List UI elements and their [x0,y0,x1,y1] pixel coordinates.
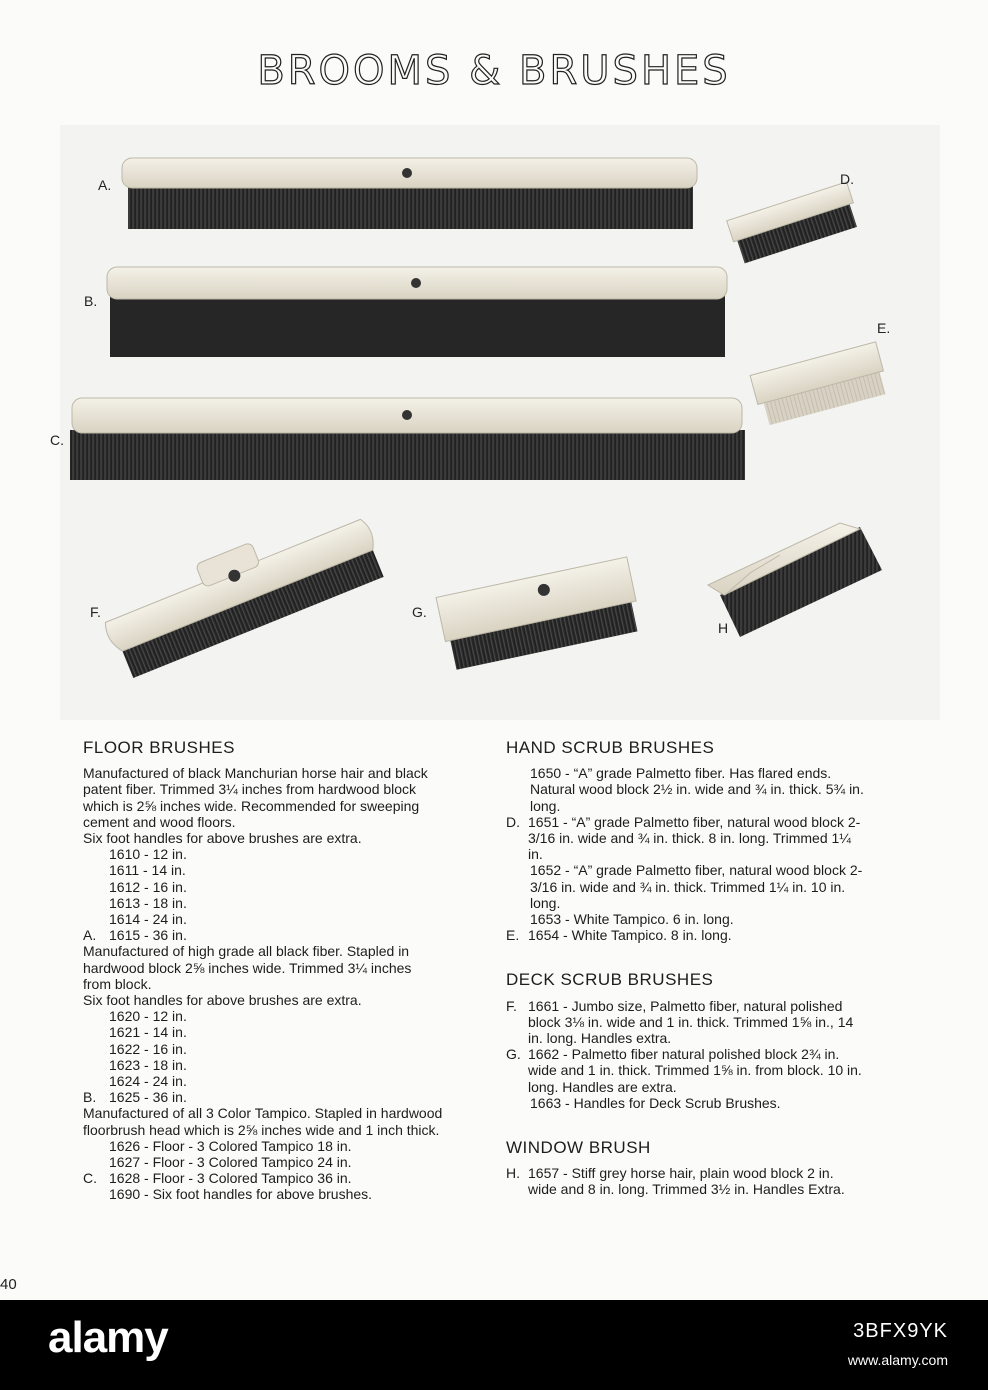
floor-desc-1: Manufactured of black Manchurian horse hair and black patent fiber. Trimmed 3¼ inches from hardwood block which is 2⅝ inches wide. Recommended for sweeping cement and wood floors. [83,765,428,830]
brush-a [122,158,697,229]
mark-d: D. [506,813,520,830]
item-1621: 1621 - 14 in. [109,1024,187,1041]
item-1652: 1652 - “A” grade Palmetto fiber, natural wood block 2-3/16 in. wide and ¾ in. thick. Trimmed 1¼ in. 10 in. long. [530,862,863,911]
brush-e [750,342,889,427]
floor-brushes-section [83,740,443,1203]
item-1662: 1662 - Palmetto fiber natural polished block 2¾ in. wide and 1 in. thick. Trimmed 1⅝ in. from block. 10 in. long. Handles are extra. [528,1046,862,1095]
floor-handles-1: Six foot handles for above brushes are extra. [83,830,362,847]
item-1654: 1654 - White Tampico. 8 in. long. [528,927,732,944]
footer-image-id: 3BFX9YK [853,1320,948,1342]
brush-h [708,523,882,637]
brush-f [96,499,389,681]
item-1657: 1657 - Stiff grey horse hair, plain wood block 2 in. wide and 8 in. long. Trimmed 3½ in. Handles Extra. [528,1165,845,1198]
photo-label-g: G. [412,604,427,620]
mark-e: E. [506,927,520,944]
item-1661: 1661 - Jumbo size, Palmetto fiber, natural polished block 3⅛ in. wide and 1 in. thick. Trimmed 1⅝ in., 14 in. long. Handles extra. [528,997,854,1047]
item-1651: 1651 - “A” grade Palmetto fiber, natural wood block 2-3/16 in. wide and ¾ in. thick. 8 in. long. Trimmed 1¼ in. [528,813,861,863]
photo-label-d: D. [840,171,854,187]
item-1623: 1623 - 18 in. [109,1056,187,1073]
brush-g [436,557,642,671]
item-1627: 1627 - Floor - 3 Colored Tampico 24 in. [109,1154,352,1171]
item-1610: 1610 - 12 in. [109,846,187,863]
photo-label-f: F. [90,604,101,620]
item-1612: 1612 - 16 in. [109,878,187,895]
item-1626: 1626 - Floor - 3 Colored Tampico 18 in. [109,1137,352,1154]
mark-c: C. [83,1170,97,1187]
right-column [506,740,866,1198]
mark-f: F. [506,997,517,1014]
deck-scrub-heading: DECK SCRUB BRUSHES [506,970,714,990]
photo-label-e: E. [877,320,891,336]
floor-desc-2: Manufactured of high grade all black fiber. Stapled in hardwood block 2⅝ inches wide. Trimmed 3¼ inches from block. [83,943,412,992]
floor-desc-3: Manufactured of all 3 Color Tampico. Stapled in hardwood floorbrush head which is 2⅝ inches wide and 1 inch thick. [83,1105,443,1138]
photo-label-h: H [718,620,729,636]
brush-d [727,182,861,265]
mark-g: G. [506,1046,521,1063]
item-1628: 1628 - Floor - 3 Colored Tampico 36 in. [109,1170,352,1187]
item-1611: 1611 - 14 in. [109,862,186,879]
photo-label-b: B. [84,293,98,309]
item-1650: 1650 - “A” grade Palmetto fiber. Has flared ends. Natural wood block 2½ in. wide and ¾ in. thick. 5¾ in. long. [530,765,864,814]
item-1625: 1625 - 36 in. [109,1089,187,1106]
page-title: BROOMS & BRUSHES [257,48,731,94]
item-1624: 1624 - 24 in. [109,1073,187,1090]
floor-brushes-heading: FLOOR BRUSHES [83,738,235,757]
item-1653: 1653 - White Tampico. 6 in. long. [530,911,734,928]
photo-label-c: C. [50,432,64,448]
window-brush-heading: WINDOW BRUSH [506,1138,651,1158]
brushes-photo [60,125,940,720]
page-number: 40 [0,1276,17,1293]
item-1622: 1622 - 16 in. [109,1040,187,1057]
mark-b: B. [83,1089,97,1106]
item-1690: 1690 - Six foot handles for above brushes. [109,1186,373,1203]
item-1620: 1620 - 12 in. [109,1008,187,1025]
brush-b [107,267,727,357]
brush-c [70,398,745,480]
floor-handles-2: Six foot handles for above brushes are extra. [83,992,362,1009]
item-1615: 1615 - 36 in. [109,927,187,944]
hand-scrub-heading: HAND SCRUB BRUSHES [506,738,715,757]
mark-a: A. [83,927,97,944]
item-1663: 1663 - Handles for Deck Scrub Brushes. [530,1094,781,1111]
footer-logo: alamy [48,1313,168,1362]
mark-h: H. [506,1165,520,1182]
footer-url: www.alamy.com [847,1352,948,1368]
item-1614: 1614 - 24 in. [109,911,187,928]
item-1613: 1613 - 18 in. [109,894,187,911]
photo-label-a: A. [98,177,112,193]
